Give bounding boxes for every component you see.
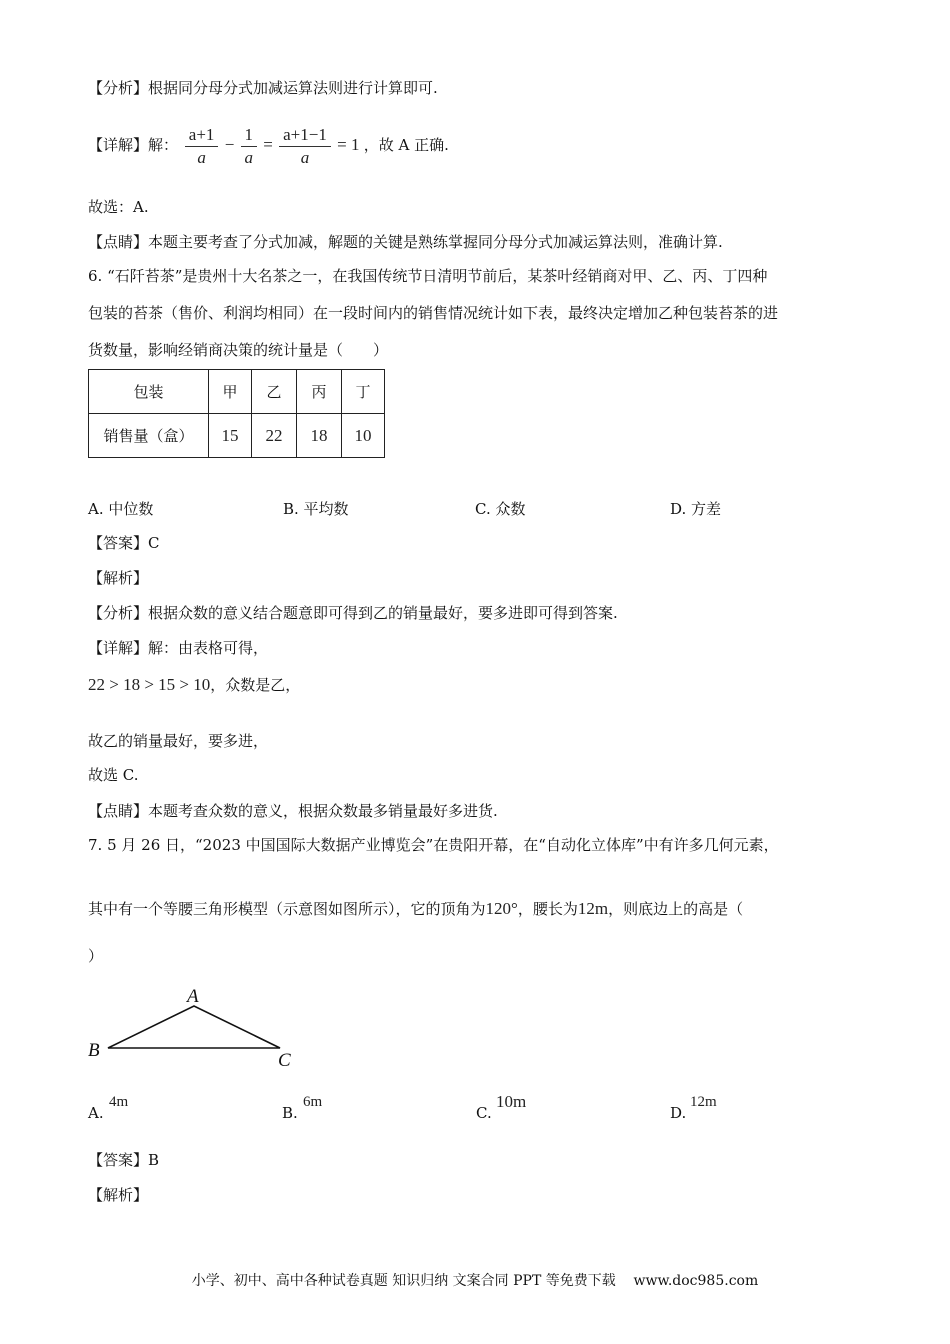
q6-option-a: A. 中位数 [88, 500, 154, 518]
vertex-c-label: C [278, 1050, 291, 1071]
fraction: $\frac{a+1-1}{a}$ [279, 124, 331, 169]
table-cell: 销售量（盒） [89, 414, 209, 458]
table-row [89, 414, 385, 458]
q5-analysis: 【分析】根据同分母分式加减运算法则进行计算即可. [88, 79, 438, 97]
q6-analysis: 【分析】根据众数的意义结合题意即可得到乙的销量最好，要多进即可得到答案. [88, 604, 618, 622]
triangle-figure [80, 980, 310, 1080]
vertex-b-label: B [88, 1040, 100, 1061]
q6-detail: 【详解】解：由表格可得， [88, 639, 269, 657]
q6-option-b: B. 平均数 [283, 500, 349, 518]
table-cell: 15 [209, 414, 252, 458]
q5-detail [88, 120, 449, 170]
q5-detail-suffix: ，故 A 正确. [363, 136, 449, 154]
fraction: $\frac{a+1}{a}$ [185, 124, 219, 169]
q6-answer: 【答案】C [88, 534, 160, 552]
sales-table [88, 369, 385, 458]
footer-text: 小学、初中、高中各种试卷真题 知识归纳 文案合同 PPT 等免费下载 [191, 1273, 616, 1289]
q7-stem-line2: 其中有一个等腰三角形模型（示意图如图所示），它的顶角为120°，腰长为12m，则底边上的高是（ [88, 899, 744, 918]
fraction: $\frac{1}{a}$ [241, 124, 258, 169]
q6-comment: 【点睛】本题考查众数的意义，根据众数最多销量最好多进货. [88, 802, 498, 820]
q6-conclusion: 故乙的销量最好，要多进， [88, 732, 269, 750]
q6-stem-line2: 包装的苔茶（售价、利润均相同）在一段时间内的销售情况统计如下表，最终决定增加乙种包装苔茶的进 [88, 304, 779, 322]
table-cell: 甲 [209, 370, 252, 414]
table-cell: 10 [342, 414, 385, 458]
q6-jiexi: 【解析】 [88, 569, 149, 587]
q6-stem-line3: 货数量，影响经销商决策的统计量是（ ） [88, 341, 389, 359]
q5-comment: 【点睛】本题主要考查了分式加减，解题的关键是熟练掌握同分母分式加减运算法则，准确计算. [88, 233, 723, 251]
footer [0, 1270, 950, 1290]
inequality: 22 > 18 > 15 > 10 [88, 675, 211, 694]
table-cell: 包装 [89, 370, 209, 414]
table-cell: 乙 [252, 370, 297, 414]
q6-option-c: C. 众数 [475, 500, 526, 518]
inequality-suffix: ，众数是乙， [210, 676, 301, 694]
angle-value: 120° [485, 899, 518, 918]
q7-answer: 【答案】B [88, 1151, 160, 1169]
triangle-abc [108, 1006, 280, 1048]
vertex-a-label: A [187, 986, 199, 1007]
table-cell: 丙 [297, 370, 342, 414]
q6-stem-line1: 6. “石阡苔茶”是贵州十大名茶之一，在我国传统节日清明节前后，某茶叶经销商对甲、乙、丙、丁四种 [88, 267, 768, 285]
table-cell: 丁 [342, 370, 385, 414]
q5-choose: 故选：A. [88, 198, 149, 216]
q7-stem-line1: 7. 5 月 26 日，“2023 中国国际大数据产业博览会”在贵阳开幕，在“自动化立体库”中有许多几何元素， [88, 836, 779, 854]
q6-option-d: D. 方差 [670, 500, 722, 518]
table-cell: 22 [252, 414, 297, 458]
q6-inequality [88, 672, 300, 698]
footer-link[interactable]: www.doc985.com [633, 1273, 759, 1289]
q6-choose: 故选 C. [88, 766, 139, 784]
q7-jiexi: 【解析】 [88, 1186, 149, 1204]
q5-equation: $\frac{a+1}{a}$ − $\frac{1}{a}$ = $\frac{a+1-1}{a}$ = 1 [183, 135, 364, 154]
side-length: 12m [577, 899, 609, 918]
q7-stem-line3: ） [88, 947, 104, 965]
table-cell: 18 [297, 414, 342, 458]
table-row [89, 370, 385, 414]
q5-detail-prefix: 【详解】解： [88, 136, 179, 154]
